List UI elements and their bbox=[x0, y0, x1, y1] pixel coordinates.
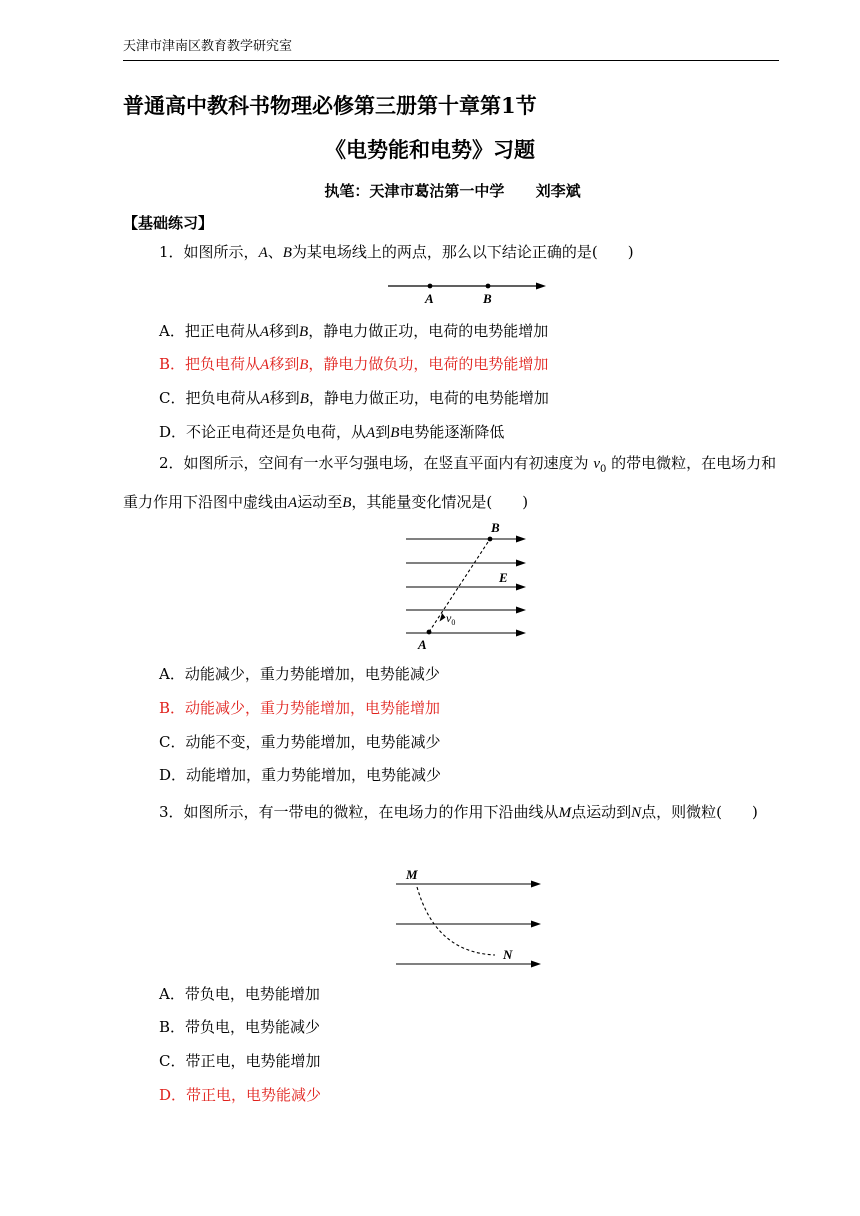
q3-option-a: A．带负电，电势能增加 bbox=[159, 985, 320, 1003]
point-m-label: M bbox=[406, 867, 418, 882]
point-a-label: A bbox=[418, 637, 427, 652]
q3-option-b: B．带负电，电势能减少 bbox=[159, 1018, 321, 1036]
title-line-2: 《电势能和电势》习题 bbox=[325, 137, 535, 162]
question-2-figure bbox=[398, 518, 533, 652]
q2-option-c: C．动能不变，重力势能增加，电势能减少 bbox=[159, 733, 441, 751]
q1-option-c: C．把负电荷从A移到B，静电力做正功，电荷的电势能增加 bbox=[159, 389, 549, 407]
q1-option-d: D．不论正电荷还是负电荷，从A到B电势能逐渐降低 bbox=[159, 423, 505, 441]
q2-option-d: D．动能增加，重力势能增加，电势能减少 bbox=[159, 766, 442, 784]
velocity-label: $v_0$ bbox=[446, 611, 456, 627]
question-1-stem: 1．如图所示，A、B为某电场线上的两点，那么以下结论正确的是( ) bbox=[159, 243, 634, 261]
q2-option-b: B．动能减少，重力势能增加，电势能增加 bbox=[159, 699, 441, 717]
question-3-figure bbox=[388, 863, 548, 971]
section-heading: 【基础练习】 bbox=[123, 214, 214, 232]
q3-option-d: D．带正电，电势能减少 bbox=[159, 1086, 322, 1104]
header-text: 天津市津南区教育教学研究室 bbox=[123, 39, 293, 54]
point-a-label: A bbox=[425, 291, 434, 306]
author-line: 执笔：天津市葛沽第一中学 刘李斌 bbox=[324, 182, 581, 200]
point-n-label: N bbox=[503, 947, 513, 962]
question-2-stem: 2．如图所示，空间有一水平匀强电场，在竖直平面内有初速度为 $v_0$ 的带电微粒，在电场力和重力作用下沿图中虚线由A运动至B，其能量变化情况是( ) bbox=[123, 454, 777, 511]
title-line-1: 普通高中教科书物理必修第三册第十章第1节 bbox=[123, 93, 537, 118]
q3-option-c: C．带正电，电势能增加 bbox=[159, 1052, 321, 1070]
field-e-label: E bbox=[499, 570, 508, 585]
q1-option-b: B．把负电荷从A移到B，静电力做负功，电荷的电势能增加 bbox=[159, 355, 549, 373]
question-1-figure bbox=[380, 276, 550, 308]
point-b-label: B bbox=[491, 520, 500, 535]
page-header bbox=[123, 40, 779, 61]
q2-option-a: A．动能减少，重力势能增加，电势能减少 bbox=[159, 665, 440, 683]
point-b-label: B bbox=[483, 291, 492, 306]
q1-option-a: A．把正电荷从A移到B，静电力做正功，电荷的电势能增加 bbox=[159, 322, 549, 340]
question-3-stem: 3．如图所示，有一带电的微粒，在电场力的作用下沿曲线从M点运动到N点，则微粒( ) bbox=[159, 803, 758, 821]
